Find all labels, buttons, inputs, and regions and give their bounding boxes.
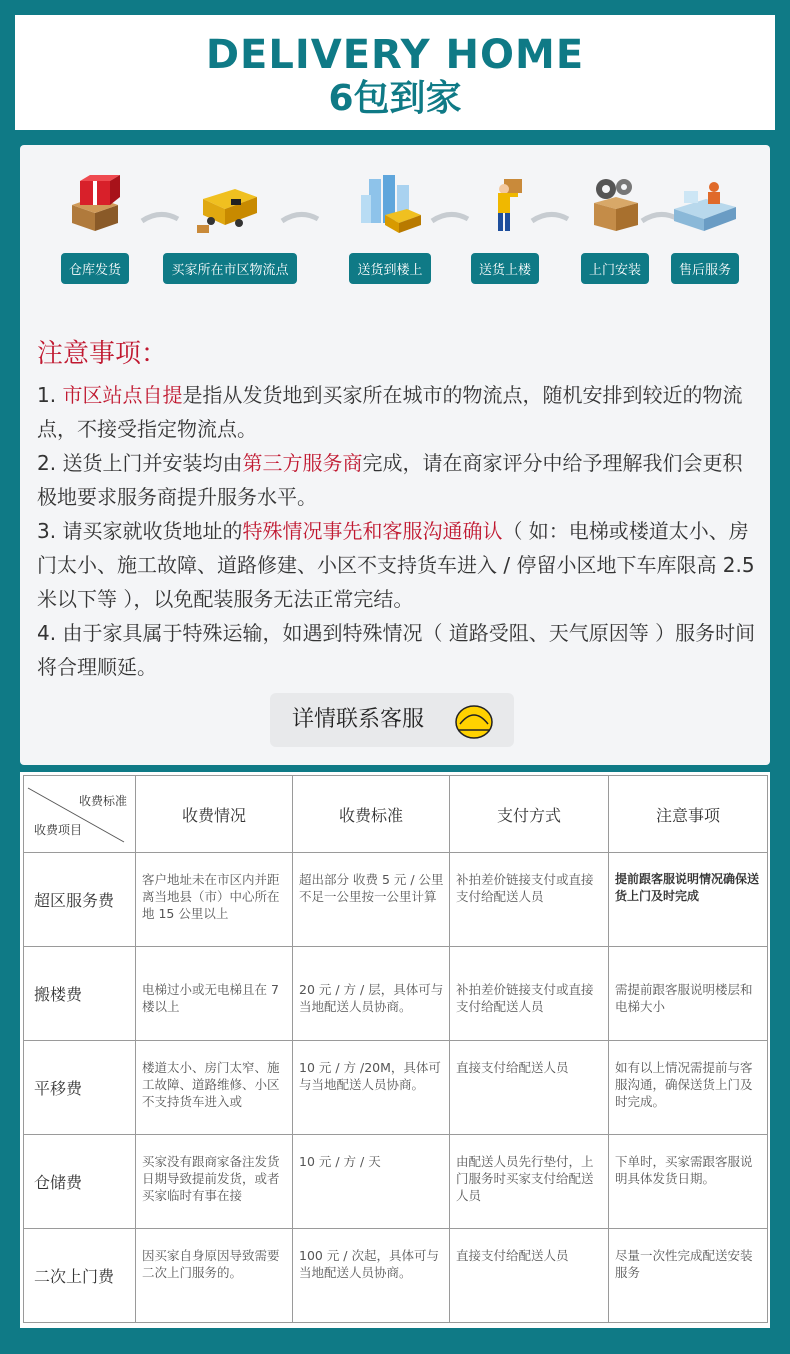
table-cell: 由配送人员先行垫付，上门服务时买家支付给配送人员 — [450, 1135, 609, 1229]
table-cell: 10 元 / 方 / 天 — [293, 1135, 450, 1229]
notice-title: 注意事项： — [37, 339, 168, 369]
fee-item: 平移费 — [24, 1041, 136, 1135]
notice-item-1: 1. 市区站点自提是指从发货地到买家所在城市的物流点，随机安排到较近的物流点，不接受指定物流点。 — [37, 383, 743, 441]
table-cell: 直接支付给配送人员 — [450, 1229, 609, 1323]
table-row — [24, 1135, 768, 1229]
table-cell: 10 元 / 方 /20M，具体可与当地配送人员协商。 — [293, 1041, 450, 1135]
table-cell: 楼道太小、房门太窄、施工故障、道路维修、小区不支持货车进入或 — [136, 1041, 293, 1135]
warehouse-box-icon — [60, 175, 130, 235]
corner-top-label: 收费标准 — [78, 794, 127, 808]
table-cell: 买家没有跟商家备注发货日期导致提前发货，或者买家临时有事在接 — [136, 1135, 293, 1229]
table-cell: 直接支付给配送人员 — [450, 1041, 609, 1135]
table-row — [24, 1041, 768, 1135]
table-cell: 补拍差价链接支付或直接支付给配送人员 — [450, 853, 609, 947]
step-label: 买家所在市区物流点 — [163, 253, 296, 284]
fee-table-container — [20, 772, 770, 1328]
column-header: 收费情况 — [136, 776, 293, 853]
table-cell: 100 元 / 次起，具体可与当地配送人员协商。 — [293, 1229, 450, 1323]
delivery-steps — [20, 175, 770, 295]
corner-bottom-label: 收费项目 — [34, 823, 83, 837]
table-cell: 下单时，买家需跟客服说明具体发货日期。 — [609, 1135, 768, 1229]
fee-item: 超区服务费 — [24, 853, 136, 947]
step-after-sales — [630, 175, 780, 284]
fee-table — [23, 775, 768, 1323]
diagonal-line — [24, 776, 136, 852]
title-english: DELIVERY HOME — [205, 32, 585, 78]
table-row — [24, 1229, 768, 1323]
arrow-icon — [280, 207, 320, 227]
step-logistics-point — [155, 175, 305, 284]
city-buildings-truck-icon — [355, 175, 425, 235]
table-row — [24, 853, 768, 947]
table-cell: 客户地址未在市区内并距离当地县（市）中心所在地 15 公里以上 — [136, 853, 293, 947]
table-row — [24, 947, 768, 1041]
helmet-icon — [452, 700, 496, 740]
fee-item: 仓储费 — [24, 1135, 136, 1229]
step-label: 上门安装 — [581, 253, 649, 284]
table-cell: 需提前跟客服说明楼层和电梯大小 — [609, 947, 768, 1041]
column-header: 注意事项 — [609, 776, 768, 853]
step-warehouse — [20, 175, 170, 284]
step-label: 仓库发货 — [61, 253, 129, 284]
column-header: 收费标准 — [293, 776, 450, 853]
step-label: 售后服务 — [671, 253, 739, 284]
fee-item: 二次上门费 — [24, 1229, 136, 1323]
table-cell: 电梯过小或无电梯且在 7 楼以上 — [136, 947, 293, 1041]
step-label: 送货上楼 — [471, 253, 539, 284]
table-cell: 提前跟客服说明情况确保送货上门及时完成 — [609, 853, 768, 947]
notice-item-3: 3. 请买家就收货地址的特殊情况事先和客服沟通确认（ 如：电梯或楼道太小、房门太小、施工故障、道路修建、小区不支持货车进入 / 停留小区地下车库限高 2.5 米以下等 ），以免配装服务无法正常完结。 — [37, 519, 755, 611]
fee-item: 搬楼费 — [24, 947, 136, 1041]
delivery-info-panel — [20, 145, 770, 765]
contact-service-button[interactable] — [270, 693, 514, 747]
table-cell: 如有以上情况需提前与客服沟通，确保送货上门及时完成。 — [609, 1041, 768, 1135]
column-header: 支付方式 — [450, 776, 609, 853]
notice-item-4: 4. 由于家具属于特殊运输，如遇到特殊情况（ 道路受阻、天气原因等 ）服务时间将合理顺延。 — [37, 621, 756, 679]
delivery-truck-icon — [195, 175, 265, 235]
notice-section — [37, 333, 757, 684]
notice-item-2: 2. 送货上门并安装均由第三方服务商完成，请在商家评分中给予理解我们会更积极地要求服务商提升服务水平。 — [37, 451, 743, 509]
title-chinese: 6包到家 — [328, 78, 462, 119]
contact-label: 详情联系客服 — [292, 707, 425, 732]
page-header — [15, 15, 775, 130]
table-cell: 尽量一次性完成配送安装服务 — [609, 1229, 768, 1323]
table-cell: 补拍差价链接支付或直接支付给配送人员 — [450, 947, 609, 1041]
table-corner — [24, 776, 136, 853]
table-cell: 20 元 / 方 / 层，具体可与当地配送人员协商。 — [293, 947, 450, 1041]
table-cell: 因买家自身原因导致需要二次上门服务的。 — [136, 1229, 293, 1323]
service-desk-icon — [670, 175, 740, 235]
table-cell: 超出部分 收费 5 元 / 公里 不足一公里按一公里计算 — [293, 853, 450, 947]
step-label: 送货到楼上 — [349, 253, 430, 284]
